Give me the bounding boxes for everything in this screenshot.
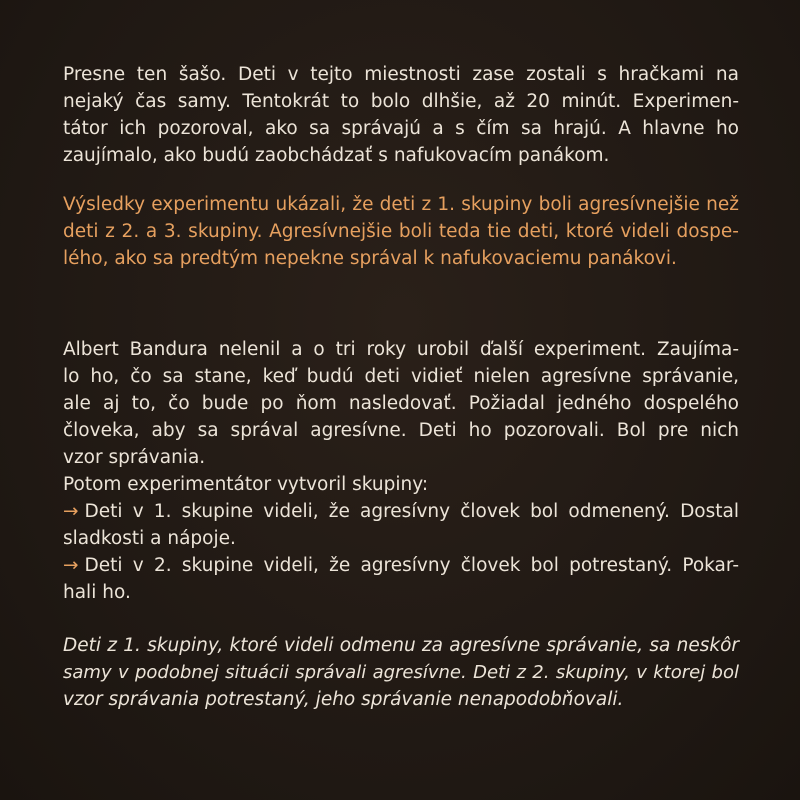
conclusion-line: Deti z 1. skupiny, ktoré videli odmenu za agresívne správanie, sa neskôr	[63, 635, 739, 656]
results-paragraph	[63, 191, 739, 272]
second-experiment-section	[63, 336, 739, 606]
conclusion-line: vzor správania potrestaný, jeho správanie nenapodobňovali.	[63, 689, 624, 710]
conclusion-line: samy v podobnej situácii správali agresívne. Deti z 2. skupiny, v ktorej bol	[63, 662, 739, 683]
intro-line: tátor ich pozoroval, ako sa správajú a s čím sa hrajú. A hlavne ho	[63, 118, 739, 139]
intro-line: zaujímalo, ako budú zaobchádzať s nafukovacím panákom.	[63, 145, 610, 166]
results-line: deti z 2. a 3. skupiny. Agresívnejšie boli teda tie deti, ktoré videli dospe-	[63, 221, 739, 242]
group2-item	[63, 552, 739, 579]
conclusion-paragraph	[63, 632, 739, 713]
group1-line: Deti v 1. skupine videli, že agresívny človek bol odmenený. Dostal	[84, 501, 739, 522]
second-experiment-line: ale aj to, čo bude po ňom nasledovať. Požiadal jedného dospelého	[63, 393, 739, 414]
intro-paragraph	[63, 61, 739, 169]
results-line: lého, ako sa predtým nepekne správal k nafukovaciemu panákovi.	[63, 248, 677, 269]
intro-line: Presne ten šašo. Deti v tejto miestnosti zase zostali s hračkami na	[63, 64, 739, 85]
second-experiment-line: vzor správania.	[63, 447, 206, 468]
results-line: Výsledky experimentu ukázali, že deti z 1. skupiny boli agresívnejšie než	[63, 194, 739, 215]
second-experiment-line: Potom experimentátor vytvoril skupiny:	[63, 474, 429, 495]
second-experiment-line: lo ho, čo sa stane, keď budú deti vidieť nielen agresívne správanie,	[63, 366, 739, 387]
group2-line: hali ho.	[63, 582, 131, 603]
arrow-right-icon: →	[63, 501, 79, 522]
arrow-right-icon: →	[63, 555, 79, 576]
group1-line: sladkosti a nápoje.	[63, 528, 236, 549]
group1-item	[63, 498, 739, 525]
intro-line: nejaký čas samy. Tentokrát to bolo dlhšie, až 20 minút. Experimen-	[63, 91, 739, 112]
second-experiment-line: Albert Bandura nelenil a o tri roky urobil ďalší experiment. Zaujíma-	[63, 339, 739, 360]
group2-line: Deti v 2. skupine videli, že agresívny človek bol potrestaný. Pokar-	[84, 555, 739, 576]
second-experiment-line: človeka, aby sa správal agresívne. Deti ho pozorovali. Bol pre nich	[63, 420, 739, 441]
